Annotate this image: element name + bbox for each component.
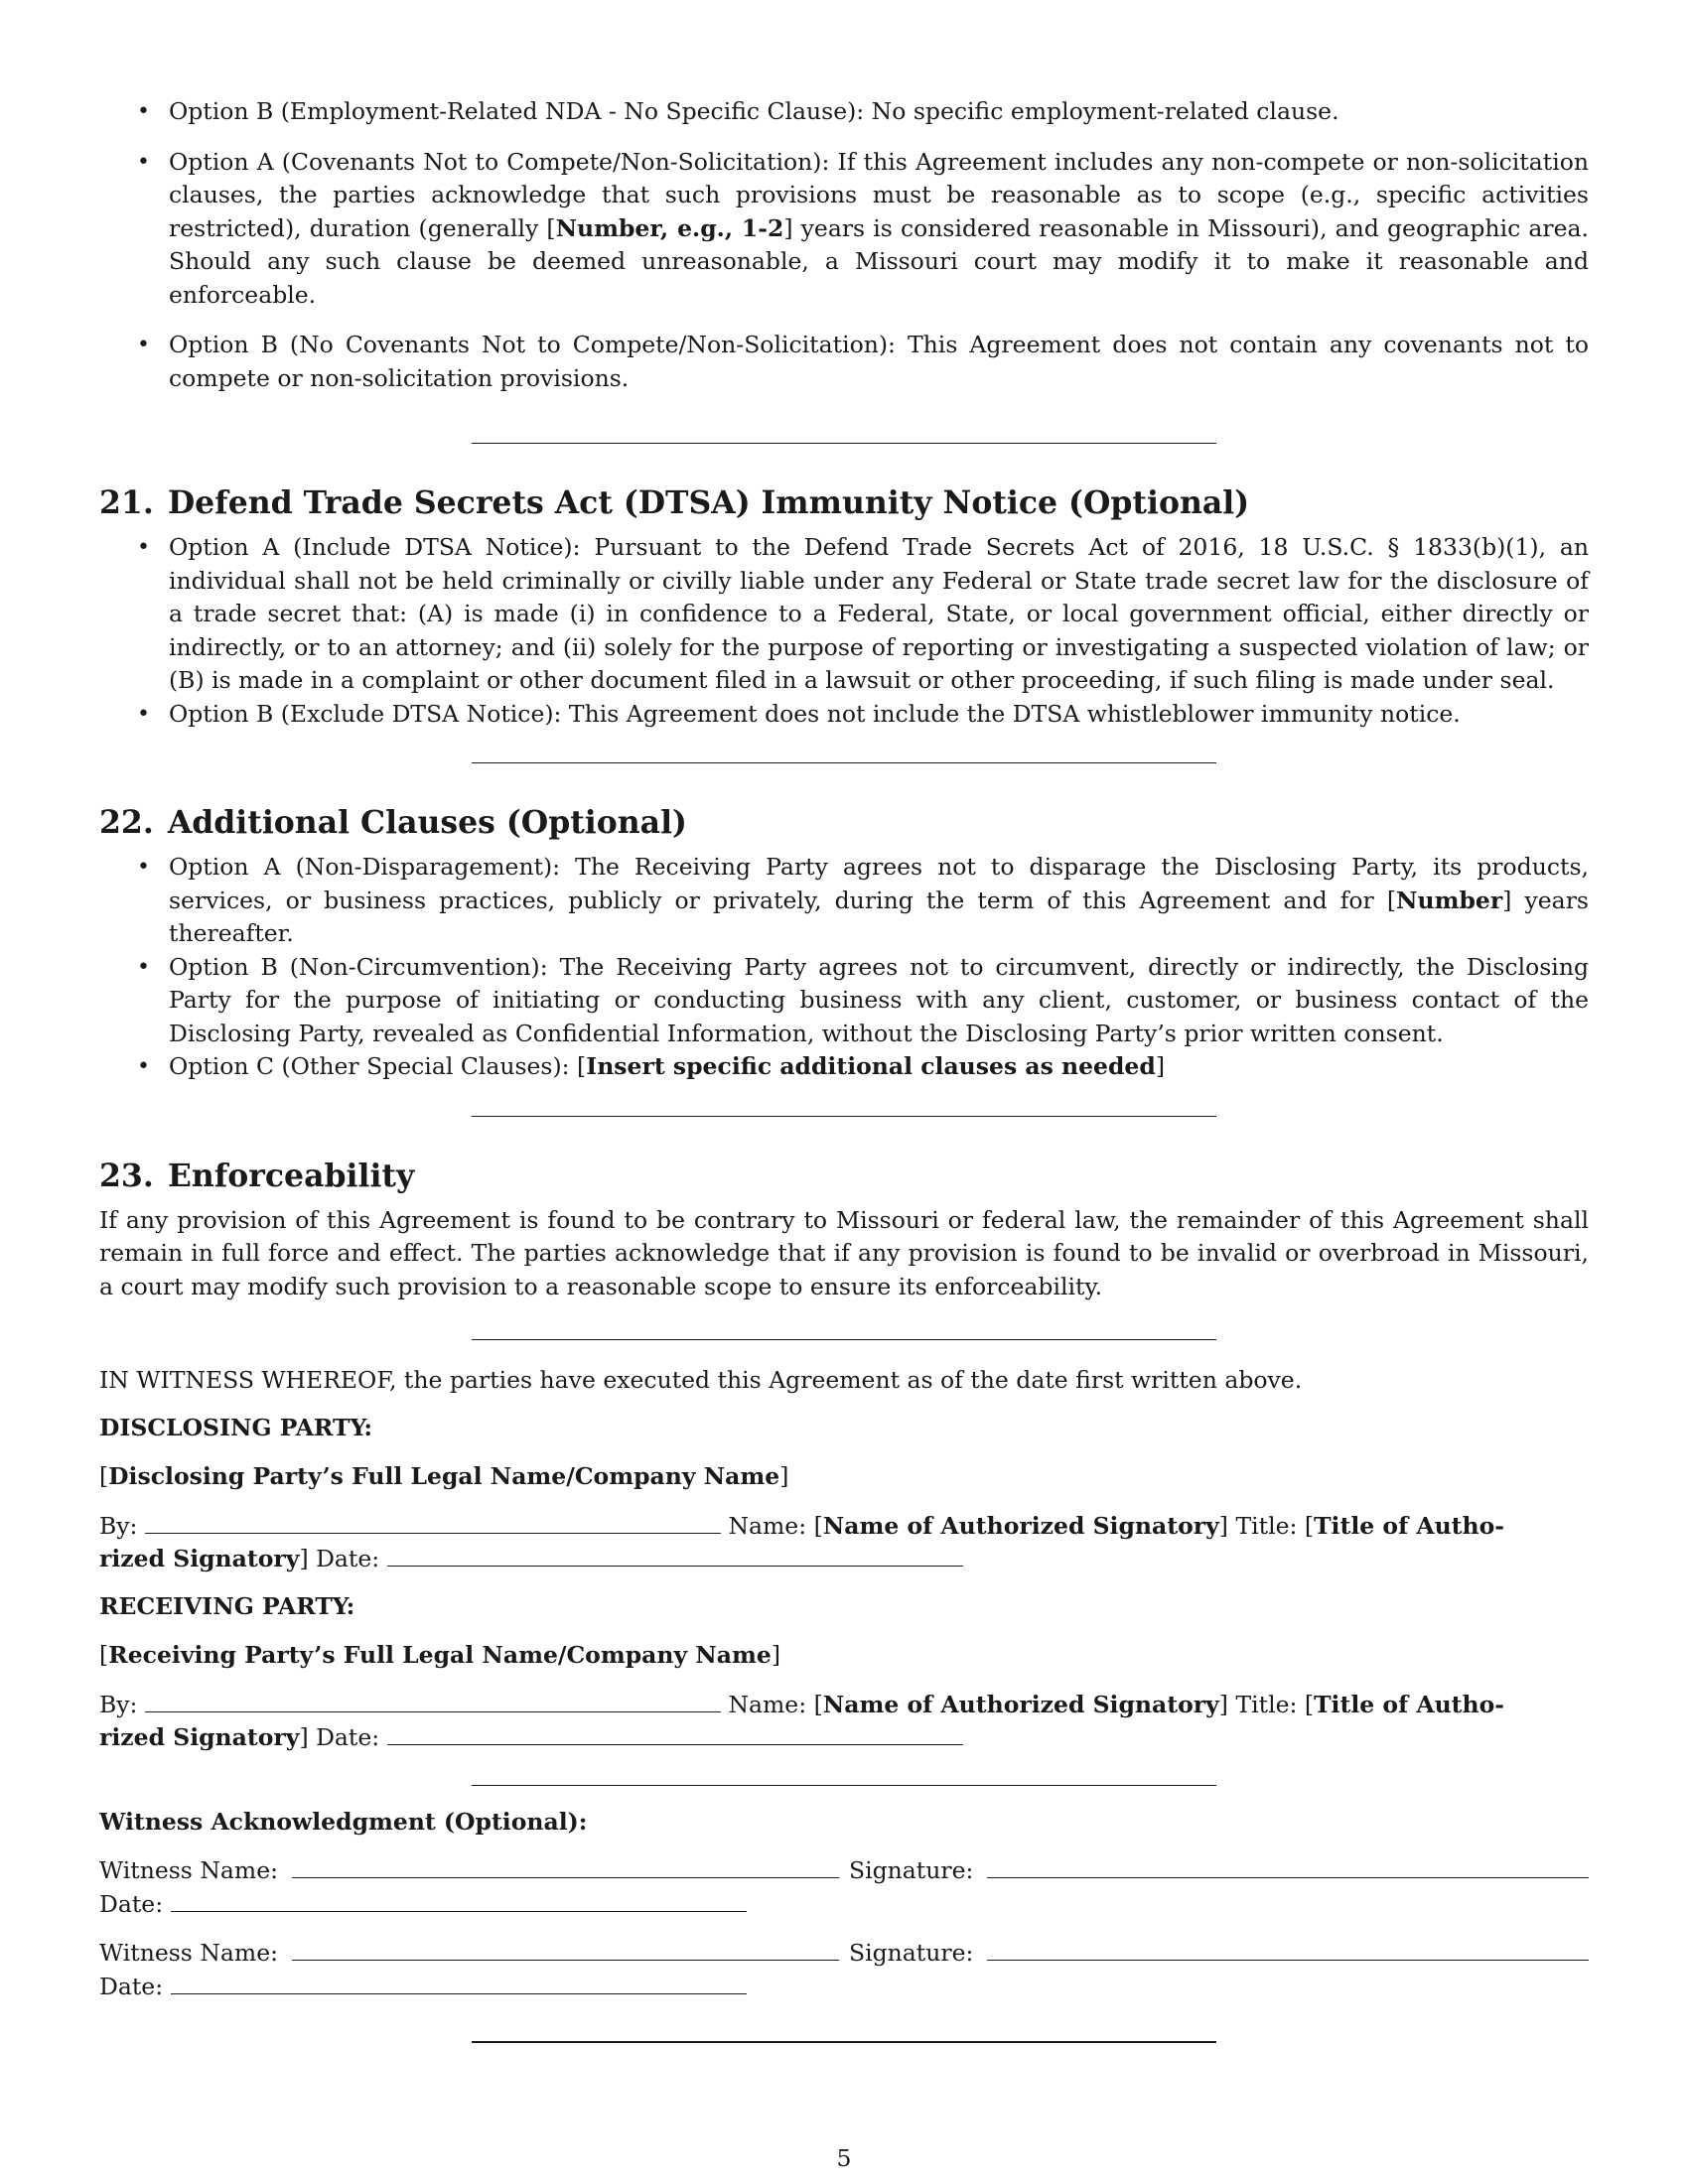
list-item: • Option A (Include DTSA Notice): Pursuant to the Defend Trade Secrets Act of 2016, 18 U.S.C. § 1833(b)(1), an individual shall not be held criminally or civilly liable under any Federal or State trade secret law for the disclosure of a trade secret that: (A) is made (i) in confidence to a Federal, State, or local government official, either directly or indirectly, or to an attorney; and (ii) solely for the purpose of reporting or investigating a suspected violation of law; or (B) is made in a complaint or other document filed in a lawsuit or other proceeding, if such filing is made under seal.: [99, 531, 1589, 698]
section-22-options: [99, 851, 1589, 1084]
witness-whereof: IN WITNESS WHEREOF, the parties have executed this Agreement as of the date first written above.: [99, 1366, 1303, 1394]
witness-signature-line[interactable]: [987, 1938, 1589, 1961]
section-23-body: If any provision of this Agreement is found to be contrary to Missouri or federal law, the remainder of this Agreement shall remain in full force and effect. The parties acknowledge that if any provision is found to be invalid or overbroad in Missouri, a court may modify such provision to a reasonable scope to ensure its enforceability.: [99, 1205, 1589, 1300]
list-item: • Option B (Employment-Related NDA - No Specific Clause): No specific employment-related clause.: [99, 95, 1589, 129]
witness-name-line[interactable]: [292, 1855, 839, 1878]
list-item: • Option A (Covenants Not to Compete/Non-Solicitation): If this Agreement includes any non-compete or non-solicitation clauses, the parties acknowledge that such provisions must be reasonable as to scope (e.g., specific activities restricted), duration (generally [Number, e.g., 1-2] years is considered reasonable in Missouri), and geographic area. Should any such clause be deemed unreasonable, a Missouri court may modify it to make it reasonable and enforceable.: [99, 146, 1589, 313]
list-item: • Option C (Other Special Clauses): [Insert specific additional clauses as needed]: [99, 1050, 1589, 1084]
list-item: • Option B (Exclude DTSA Notice): This Agreement does not include the DTSA whistleblower immunity notice.: [99, 698, 1589, 732]
witness-2-date: Date:: [99, 1971, 1589, 2004]
witness-signature-line[interactable]: [987, 1855, 1589, 1878]
disclosing-party-heading: DISCLOSING PARTY:: [99, 1413, 373, 1441]
receiving-signature-block: By: Name: [Name of Authorized Signatory] Title: [Title of Autho- rized Signatory] Date:: [99, 1690, 1505, 1751]
date-line[interactable]: [387, 1722, 963, 1745]
date-line[interactable]: [387, 1544, 963, 1567]
section-21-heading: 21. Defend Trade Secrets Act (DTSA) Immunity Notice (Optional): [99, 484, 1250, 521]
list-item: • Option B (Non-Circumvention): The Receiving Party agrees not to circumvent, directly or indirectly, the Disclosing Party for the purpose of initiating or conducting business with any client, customer, or business contact of the Disclosing Party, revealed as Confidential Information, without the Disclosing Party’s prior written consent.: [99, 951, 1589, 1051]
by-signature-line[interactable]: [145, 1511, 721, 1534]
section-21-options: [99, 531, 1589, 731]
receiving-party-name: [Receiving Party’s Full Legal Name/Company Name]: [99, 1641, 780, 1669]
witness-1-date: Date:: [99, 1888, 1589, 1922]
list-item: • Option B (No Covenants Not to Compete/Non-Solicitation): This Agreement does not contain any covenants not to compete or non-solicitation provisions.: [99, 329, 1589, 395]
continued-option-list: [99, 95, 1589, 395]
by-signature-line[interactable]: [145, 1690, 721, 1712]
section-divider: [472, 2041, 1216, 2043]
witness-date-line[interactable]: [171, 1972, 747, 1994]
witness-1-row: Witness Name: Signature:: [99, 1854, 1589, 1888]
section-22-heading: 22. Additional Clauses (Optional): [99, 804, 687, 841]
witness-2-row: Witness Name: Signature:: [99, 1937, 1589, 1971]
disclosing-signature-block: By: Name: [Name of Authorized Signatory] Title: [Title of Autho- rized Signatory] Date:: [99, 1511, 1505, 1572]
disclosing-party-name: [Disclosing Party’s Full Legal Name/Company Name]: [99, 1462, 789, 1490]
section-23-heading: 23. Enforceability: [99, 1157, 415, 1194]
receiving-party-heading: RECEIVING PARTY:: [99, 1591, 355, 1620]
list-item: • Option A (Non-Disparagement): The Receiving Party agrees not to disparage the Disclosing Party, its products, services, or business practices, publicly or privately, during the term of this Agreement and for [Number] years thereafter.: [99, 851, 1589, 951]
page-number: 5: [836, 2144, 852, 2172]
document-page: [99, 95, 1589, 2043]
witness-ack-heading: Witness Acknowledgment (Optional):: [99, 1807, 588, 1836]
witness-date-line[interactable]: [171, 1889, 747, 1912]
witness-name-line[interactable]: [292, 1938, 839, 1961]
